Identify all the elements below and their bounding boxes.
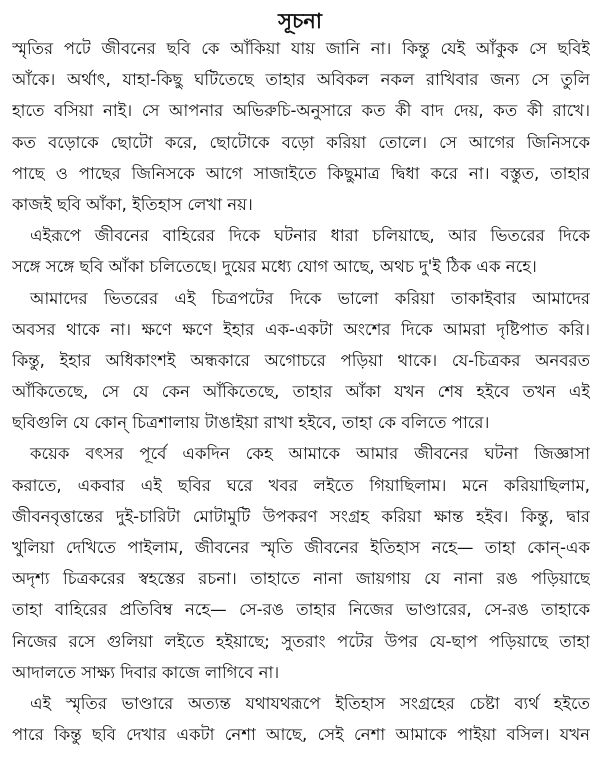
text-line: এইরূপে জীবনের বাহিরের দিকে ঘটনার ধারা চলিয়াছে, আর ভিতরের দিকে [30, 226, 590, 246]
text-line: আঁকিতেছে, সে যে কেন আঁকিতেছে, তাহার আঁকা যখন শেষ হইবে তখন এই [12, 382, 590, 402]
text-line: তাহা বাহিরের প্রতিবিম্ব নহে— সে-রঙ তাহার নিজের ভাণ্ডারের, সে-রঙ তাহাকে [12, 600, 590, 620]
paragraph [12, 438, 590, 688]
text-line: আঁকে। অর্থাৎ, যাহা-কিছু ঘটিতেছে তাহার অবিকল নকল রাখিবার জন্য সে তুলি [12, 70, 590, 90]
text-line: নিজের রসে গুলিয়া লইতে হইয়াছে; সুতরাং পটের উপর যে-ছাপ পড়িয়াছে তাহা [12, 631, 590, 651]
paragraph [12, 33, 590, 220]
text-line: কিন্তু, ইহার অধিকাংশই অন্ধকারে অগোচরে পড়িয়া থাকে। যে-চিত্রকর অনবরত [12, 350, 590, 370]
text-line: এই স্মৃতির ভাণ্ডারে অত্যন্ত যথাযথরূপে ইতিহাস সংগ্রহের চেষ্টা ব্যর্থ হইতে [30, 693, 590, 713]
text-line: পারে কিন্তু ছবি দেখার একটা নেশা আছে, সেই নেশা আমাকে পাইয়া বসিল। যখন [12, 725, 590, 745]
text-line: কত বড়োকে ছোটো করে, ছোটোকে বড়ো করিয়া তোলে। সে আগের জিনিসকে [12, 132, 590, 152]
text-line: সঙ্গে সঙ্গে ছবি আঁকা চলিতেছে। দুয়ের মধ্যে যোগ আছে, অথচ দু'ই ঠিক এক নহে। [12, 257, 537, 277]
text-line: ছবিগুলি যে কোন্ চিত্রশালায় টাঙাইয়া রাখা হইবে, তাহা কে বলিতে পারে। [12, 413, 490, 433]
text-line: অদৃশ্য চিত্রকরের স্বহস্তের রচনা। তাহাতে নানা জায়গায় যে নানা রঙ পড়িয়াছে [12, 569, 590, 589]
text-line: স্মৃতির পটে জীবনের ছবি কে আঁকিয়া যায় জানি না। কিন্তু যেই আঁকুক সে ছবিই [12, 39, 590, 58]
text-line: করাতে, একবার এই ছবির ঘরে খবর লইতে গিয়াছিলাম। মনে করিয়াছিলাম, [12, 475, 590, 495]
page-title: সূচনা [278, 9, 322, 33]
text-line: কাজই ছবি আঁকা, ইতিহাস লেখা নয়। [12, 194, 253, 214]
paragraph [12, 220, 590, 282]
text-line: হাতে বসিয়া নাই। সে আপনার অভিরুচি-অনুসারে কত কী বাদ দেয়, কত কী রাখে। [12, 101, 590, 121]
text-line: খুলিয়া দেখিতে পাইলাম, জীবনের স্মৃতি জীবনের ইতিহাস নহে— তাহা কোন্-এক [12, 538, 590, 557]
text-line: কয়েক বৎসর পূর্বে একদিন কেহ আমাকে আমার জীবনের ঘটনা জিজ্ঞাসা [30, 444, 590, 464]
text-line: আমাদের ভিতরের এই চিত্রপটের দিকে ভালো করিয়া তাকাইবার আমাদের [30, 288, 590, 308]
paragraph [12, 688, 590, 750]
paragraph [12, 283, 590, 439]
text-line: জীবনবৃত্তান্তের দুই-চারিটা মোটামুটি উপকরণ সংগ্রহ করিয়া ক্ষান্ত হইব। কিন্তু, দ্বার [12, 506, 590, 526]
text-line: আদালতে সাক্ষ্য দিবার কাজে লাগিবে না। [12, 662, 280, 682]
text-line: অবসর থাকে না। ক্ষণে ক্ষণে ইহার এক-একটা অংশের দিকে আমরা দৃষ্টিপাত করি। [12, 319, 590, 339]
text-line: পাছে ও পাছের জিনিসকে আগে সাজাইতে কিছুমাত্র দ্বিধা করে না। বস্তুত, তাহার [12, 163, 590, 183]
document-body [12, 33, 590, 750]
